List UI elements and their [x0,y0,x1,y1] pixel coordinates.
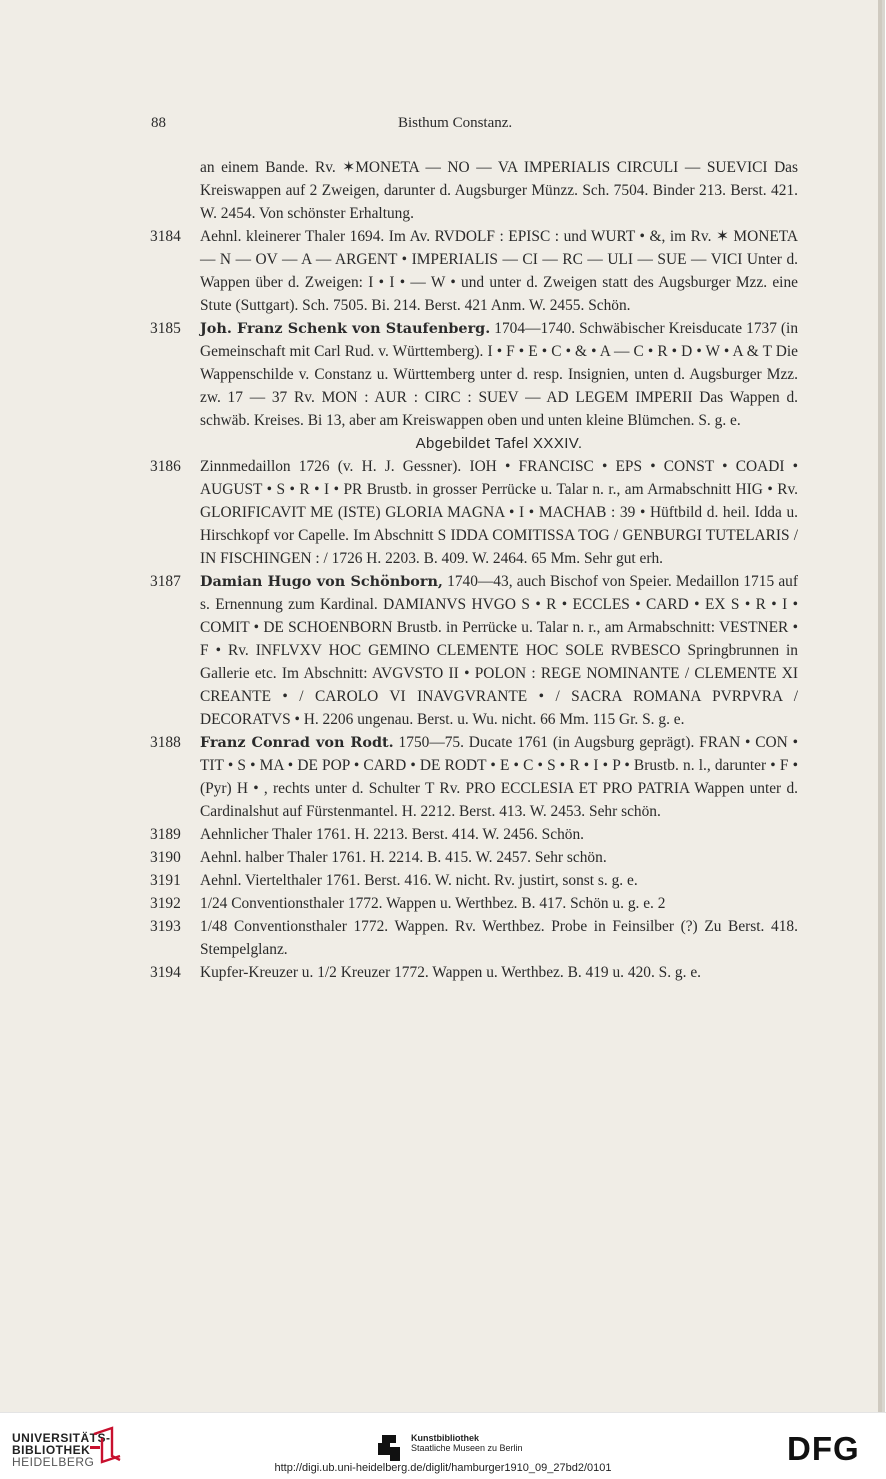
text-line: Aehnl. Viertelthaler 1761. Berst. 416. W. nicht. Rv. justirt, sonst s. g. e. [200,872,638,889]
text-line: Constanz u. Württemberg unter d. resp. Insignien, unten d. Augsburger [314,366,762,383]
kb-line-1: Kunstbibliothek [411,1433,479,1443]
dfg-logo[interactable]: DFG [787,1430,860,1467]
text-line: (ISTE) GLORIA MAGNA • I • MACHAB : 39 • Hüftbild d. heil. Idda u. [337,504,798,521]
text-line: Aehnlicher Thaler 1761. H. 2213. Berst. 414. W. 2456. Schön. [200,826,585,843]
bishop-name: Joh. Franz Schenk von Staufenberg. [200,320,491,337]
text-line: 1/24 Conventionsthaler 1772. Wappen u. Werthbez. B. 417. Schön u. g. e. 2 [200,895,666,912]
ub-line-2: BIBLIOTHEK [12,1443,91,1457]
bishop-name: Franz Conrad von Rodt. [200,734,394,751]
text-line: I • F • E • C • & • A — C • R • D • W • A & T Die Wappenschilde v. [200,343,799,383]
text-line: Erhaltung. [349,205,414,222]
text-line: 1740—43, auch Bischof von Speier. [447,573,672,590]
text-line: RC — ULI — SUE — VICI Unter d. Wappen über d. Zweigen: [200,251,799,291]
entry-number: 3189 [150,826,181,843]
text-line: Kreisducate 1737 (in Gemeinschaft mit Carl Rud. v. Württemberg). [200,320,799,360]
text-line: I • I • — W • und unter d. Zweigen statt des Augsburger Mzz. eine [368,274,798,291]
text-line: INAVGVRANTE • / SACRA ROMANA PVRPVRA / DECORATVS • H. 2206 [200,688,798,728]
kunstbibliothek-wordmark[interactable] [411,1433,523,1453]
text-line: Zinnmedaillon 1726 (v. H. J. Gessner). IOH • FRANCISC • EPS • [200,458,656,475]
text-line: Rv. INFLVXV HOC GEMINO CLEMENTE HOC SOLE RVBESCO [227,642,681,659]
text-line: Sehr schön. [589,803,661,820]
catalogue-entry-3186 [150,455,798,570]
text-line: SUEVICI Das Kreiswappen auf 2 Zweigen, darunter d. Augsburger [200,159,799,199]
bishop-name: Damian Hugo von Schönborn, [200,573,443,590]
text-line: Kupfer-Kreuzer u. 1/2 Kreuzer 1772. Wappen u. Werthbez. B. 419 u. 420. [200,964,655,981]
catalogue-entry-3191 [150,869,798,892]
text-line: oben und unten kleine Blümchen. S. g. e. [487,412,741,429]
text-line: u. Talar n. r., am Armabschnitt HIG • Rv. GLORIFICAVIT ME [200,481,798,521]
text-line: S. g. e. [658,964,701,981]
text-line: Springbrunnen in Gallerie etc. Im Abschnitt: AVGVSTO II • POLON : [200,642,798,682]
text-line: Stute (Suttgart). Sch. 7505. Bi. 214. Berst. 421 Anm. W. 2455. Schön. [200,297,631,314]
entry-number: 3187 [150,573,181,590]
text-line: E • C • S • R • I • P • Brustb. n. l., darunter • F • (Pyr) H • , rechts unter [200,757,798,797]
entry-number: 3190 [150,849,181,866]
text-line: im Rv. ✶ MONETA — N — OV — A — ARGENT • IMPERIALIS — CI — [200,228,798,268]
page-title: Bisthum Constanz. [398,115,513,131]
catalogue-entry-3192 [150,892,798,915]
continuation-paragraph [150,156,798,225]
text-line: Medaillon 1715 auf s. Ernennung zum Kardinal. DAMIANVS HVGO [200,573,798,613]
text-line: Mzz. zw. 17 — 37 Rv. MON : AUR : CIRC : SUEV — AD LEGEM [200,366,798,406]
catalogue-entry-3188 [150,731,798,823]
catalogue-entry-3190 [150,846,798,869]
text-line: W. 2464. 65 Mm. Sehr gut erh. [472,550,664,567]
text-line: S • R • ECCLES • CARD • EX S • R • I • COMIT • DE SCHOENBORN [200,596,798,636]
text-line: Aehnl. kleinerer Thaler 1694. Im Av. RVDOLF : EPISC : und WURT • &, [200,228,666,245]
text-line: GENBURGI TUTELARIS / IN FISCHINGEN : / 1726 H. 2203. B. 409. [200,527,799,567]
footer-bar [0,1412,886,1479]
page-number: 88 [151,115,166,131]
entry-number: 3192 [150,895,181,912]
text-line: Münzz. Sch. 7504. Binder 213. Berst. 421. W. 2454. Von schönster [200,182,798,222]
text-line: IMPERII Das Wappen d. schwäb. Kreises. Bi 13, aber am Kreiswappen [200,389,798,429]
text-line: REGE NOMINANTE / CLEMENTE XI CREANTE • / CAROLO VI [200,665,799,705]
text-line: Feinsilber (?) Zu Berst. 418. Stempelglanz. [200,918,798,958]
text-line: an einem Bande. Rv. ✶MONETA — NO — VA IMPERIALIS CIRCULI — [200,159,701,176]
permalink-url[interactable]: http://digi.ub.uni-heidelberg.de/diglit/hamburger1910_09_27bd2/0101 [274,1462,612,1474]
text-line: CONST • COADI • AUGUST • S • R • I • PR Brustb. in grosser Perrücke [200,458,799,498]
text-line: d. Schulter T Rv. PRO ECCLESIA ET PRO PATRIA Wappen [351,780,745,797]
text-line: Aehnl. halber Thaler 1761. H. 2214. B. 415. W. 2457. Sehr schön. [200,849,607,866]
text-line: Brustb. in Perrücke u. Talar n. r., am Armabschnitt: VESTNER • F • [200,619,798,659]
catalogue-entry-3187 [150,570,798,731]
entry-number: 3194 [150,964,181,981]
entry-number: 3186 [150,458,181,475]
catalogue-entry-3193 [150,915,798,961]
text-line: unter d. Cardinalshut auf Fürstenmantel. H. 2212. Berst. 413. W. 2453. [200,780,798,820]
text-line: Hirschkopf vor Capelle. Im Abschnitt S IDDA COMITISSA TOG / [200,527,619,544]
text-line: 1750—75. Ducate 1761 (in Augsburg [398,734,635,751]
entry-number: 3191 [150,872,181,889]
ub-heidelberg-logo-icon[interactable] [90,1426,124,1464]
catalogue-entry-3185 [150,317,798,432]
entry-number: 3185 [150,320,181,337]
text-line: geprägt). FRAN • CON • TIT • S • MA • DE POP • CARD • DE RODT • [200,734,799,774]
catalogue-entry-3194 [150,961,798,984]
catalogue-text [150,156,798,984]
text-line: 1704—1740. Schwäbischer [494,320,665,337]
ub-line-3: HEIDELBERG [12,1455,95,1469]
entry-number: 3184 [150,228,181,245]
text-line: 1/48 Conventionsthaler 1772. Wappen. Rv. Werthbez. Probe in [200,918,606,935]
text-line: ungenau. Berst. u. Wu. nicht. 66 Mm. 115 Gr. S. g. e. [357,711,685,728]
plate-note: Abgebildet Tafel XXXIV. [415,435,583,452]
entry-number: 3193 [150,918,181,935]
kb-line-2: Staatliche Museen zu Berlin [411,1443,523,1453]
ub-line-1: UNIVERSITÄTS- [12,1431,111,1445]
catalogue-entry-3184 [150,225,798,317]
entry-number: 3188 [150,734,181,751]
catalogue-entry-3189 [150,823,798,846]
kunstbibliothek-logo-icon[interactable] [374,1431,414,1465]
